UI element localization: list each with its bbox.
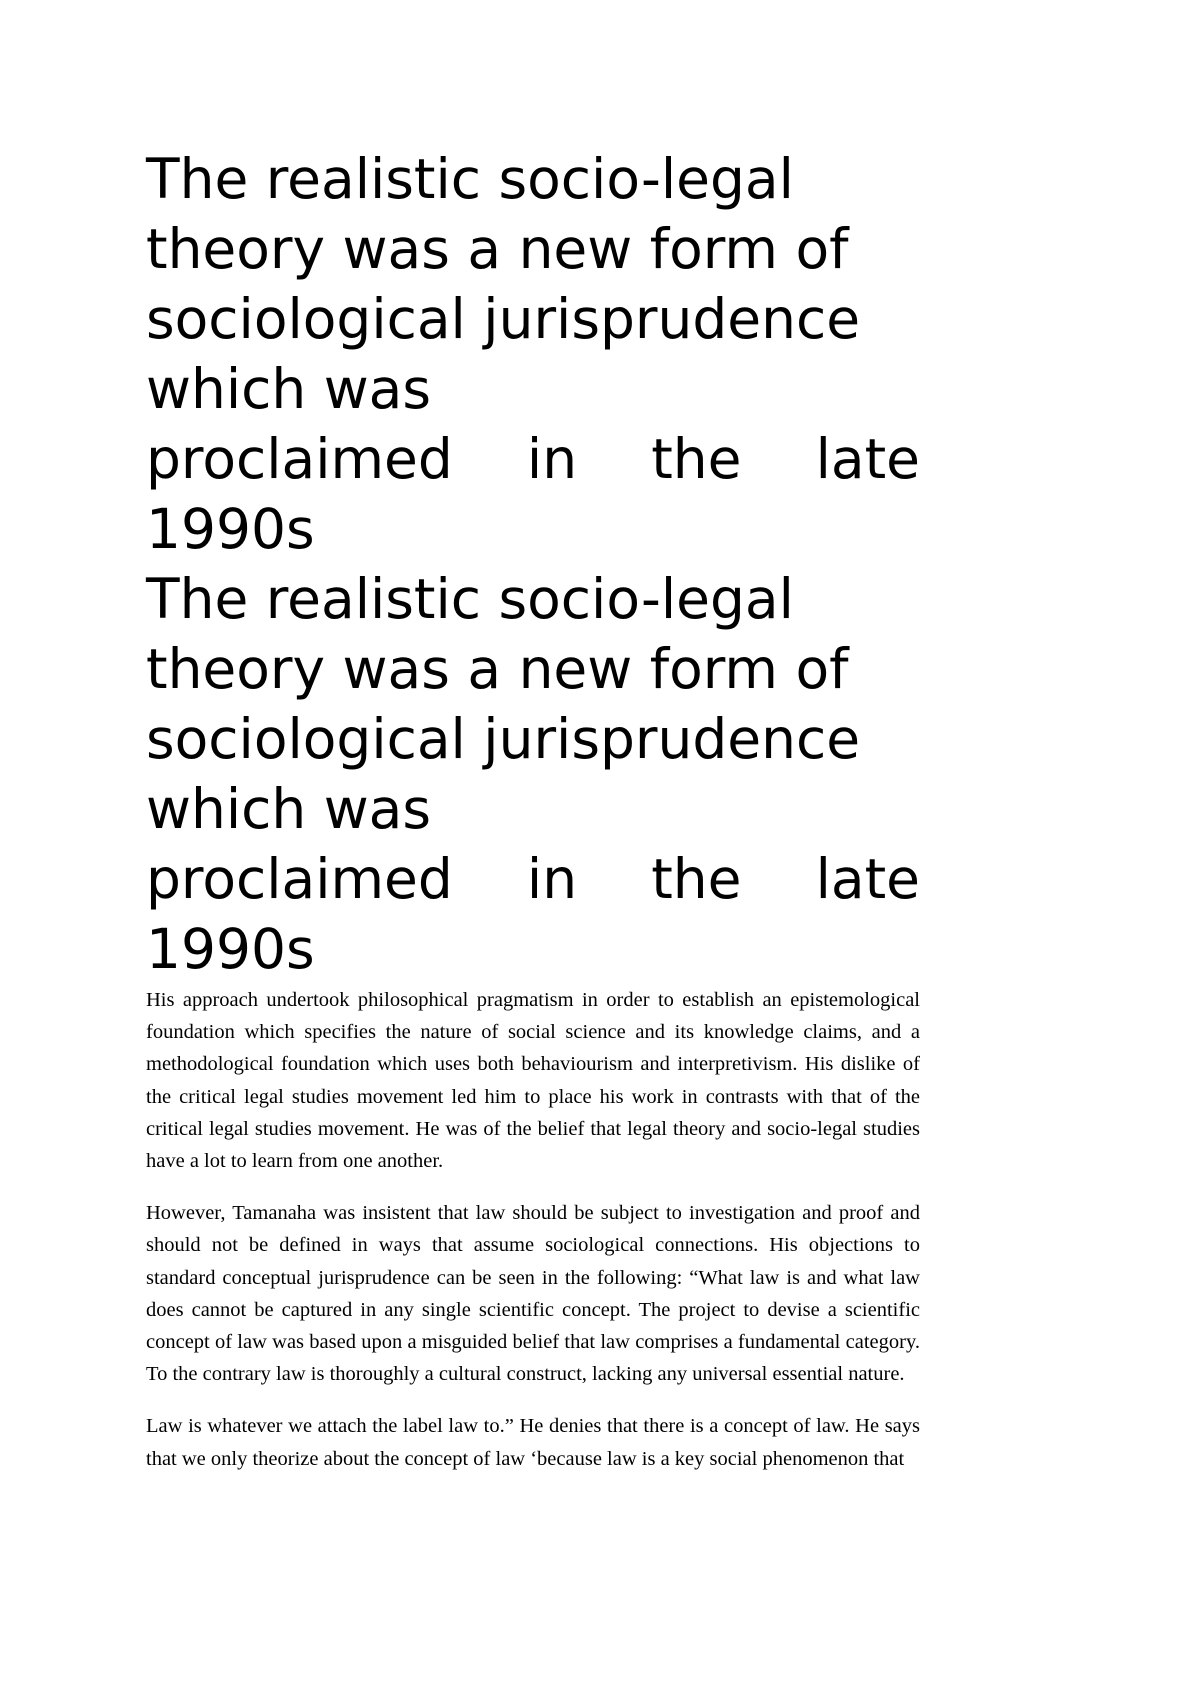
body-paragraph-2: However, Tamanaha was insistent that law should be subject to investigation and proof and should not be defined in ways that assume sociological connections. His objections to standard conceptual jurisprudence can be seen in the following: “What law is and what law does cannot be captured in any single scientific concept. The project to devise a scientific concept of law was based upon a misguided belief that law comprises a fundamental category. To the contrary law is thoroughly a cultural construct, lacking any universal essential nature. [146,1202,920,1386]
heading-line: proclaimed in the late [146,847,920,911]
document-content [146,144,920,1495]
heading-line: 1990s [146,917,315,981]
heading-line: which was [146,357,432,421]
heading-line: proclaimed in the late [146,427,920,491]
heading-block-2 [146,564,920,984]
heading-line: 1990s [146,497,315,561]
heading-line: theory was a new form of [146,217,849,281]
heading-block-1 [146,144,920,564]
heading-line: The realistic socio-legal [146,147,794,211]
heading-line: The realistic socio-legal [146,567,794,631]
body-paragraph-3: Law is whatever we attach the label law to.” He denies that there is a concept of law. He says that we only theorize about the concept of law ‘because law is a key social phenomenon that [146,1415,920,1470]
heading-line: sociological jurisprudence [146,287,861,351]
heading-line: theory was a new form of [146,637,849,701]
body-paragraph-1: His approach undertook philosophical pragmatism in order to establish an epistemological foundation which specifies the nature of social science and its knowledge claims, and a methodological foundation which uses both behaviourism and interpretivism. His dislike of the critical legal studies movement led him to place his work in contrasts with that of the critical legal studies movement. He was of the belief that legal theory and socio-legal studies have a lot to learn from one another. [146,989,920,1173]
heading-line: which was [146,777,432,841]
heading-line: sociological jurisprudence [146,707,861,771]
